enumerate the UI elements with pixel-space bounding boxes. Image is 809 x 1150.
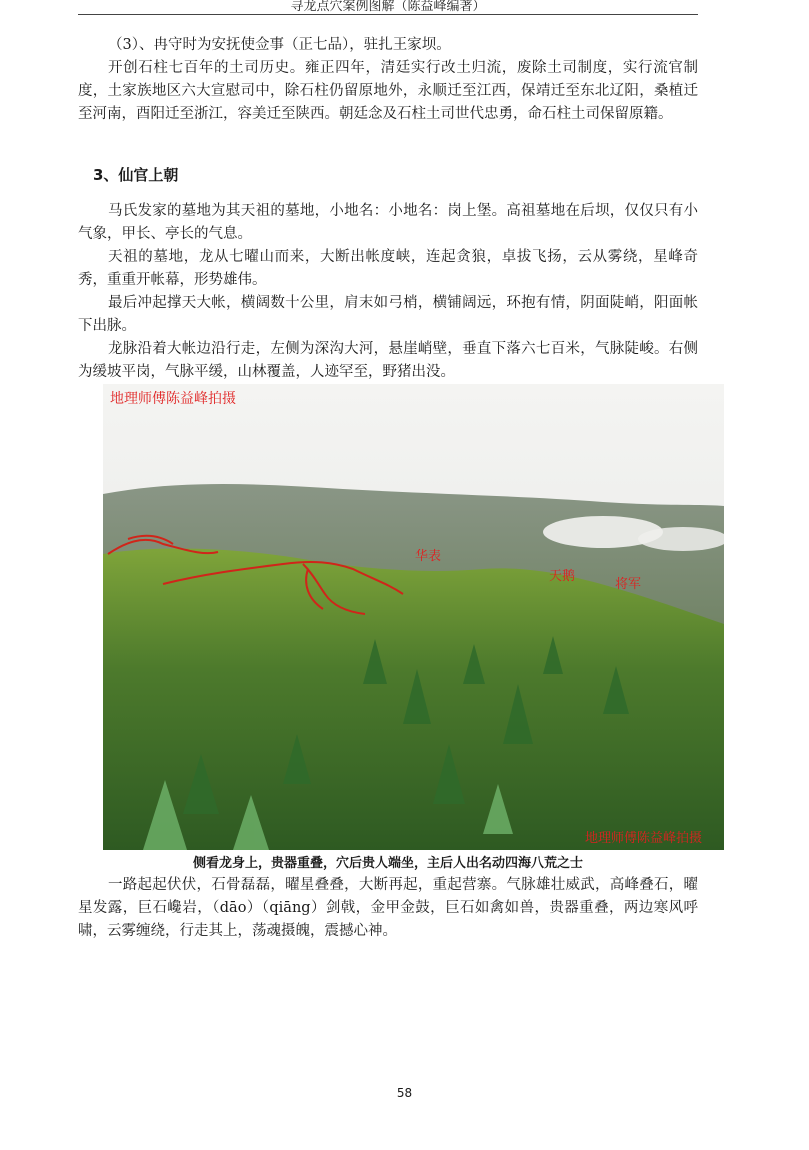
paragraph-3: 马氏发家的墓地为其天祖的墓地，小地名：小地名：岗上堡。高祖墓地在后坝，仅仅只有小气象，甲长、亭长的气息。 xyxy=(78,203,698,242)
paragraph-2: 开创石柱七百年的土司历史。雍正四年，清廷实行改土归流，废除土司制度，实行流官制度，土家族地区六大宣慰司中，除石柱仍留原地外，永顺迁至江西，保靖迁至东北辽阳，桑植迁至河南，酉阳迁至浙江，容美迁至陕西。朝廷念及石柱土司世代忠勇，命石柱土司保留原籍。 xyxy=(78,60,698,122)
paragraph-6: 龙脉沿着大帐边沿行走，左侧为深沟大河，悬崖峭壁，垂直下落六七百米，气脉陡峻。右侧为缓坡平岗，气脉平缓，山林覆盖，人迹罕至，野猪出没。 xyxy=(78,341,698,380)
section-heading: 3、仙官上朝 xyxy=(93,166,179,184)
page-number: 58 xyxy=(396,1086,413,1100)
label-huabiao: 华表 xyxy=(415,549,442,564)
running-header: 寻龙点穴案例图解（陈益峰编著） xyxy=(78,0,698,15)
paragraph-1: （3）、冉守时为安抚使佥事（正七品），驻扎王家坝。 xyxy=(108,37,451,53)
mountain-photo xyxy=(103,384,724,850)
photo-credit-bottom: 地理师傅陈益峰拍摄 xyxy=(585,831,703,846)
photo-credit-top: 地理师傅陈益峰拍摄 xyxy=(110,391,236,407)
photo-caption: 侧看龙身上，贵器重叠，穴后贵人端坐，主后人出名动四海八荒之士 xyxy=(192,856,583,871)
label-tiane: 天鹅 xyxy=(549,569,576,584)
paragraph-4: 天祖的墓地，龙从七曜山而来，大断出帐度峡，连起贪狼，卓拔飞扬，云从雾绕，星峰奇秀，重重开帐幕，形势雄伟。 xyxy=(78,249,698,288)
paragraph-7: 一路起起伏伏，石骨磊磊，曜星叠叠，大断再起，重起营寨。气脉雄壮威武，高峰叠石，曜星发露，巨石巉岩，（dāo）（qiāng）剑戟，金甲金鼓，巨石如禽如兽，贵器重叠，两边寒风呼啸，云雾缠绕，行走其上，荡魂摄魄，震撼心神。 xyxy=(78,877,698,939)
paragraph-5: 最后冲起撑天大帐，横阔数十公里，肩末如弓梢，横铺阔远，环抱有情，阴面陡峭，阳面帐下出脉。 xyxy=(78,295,698,334)
label-jiangjun: 将军 xyxy=(615,577,642,592)
